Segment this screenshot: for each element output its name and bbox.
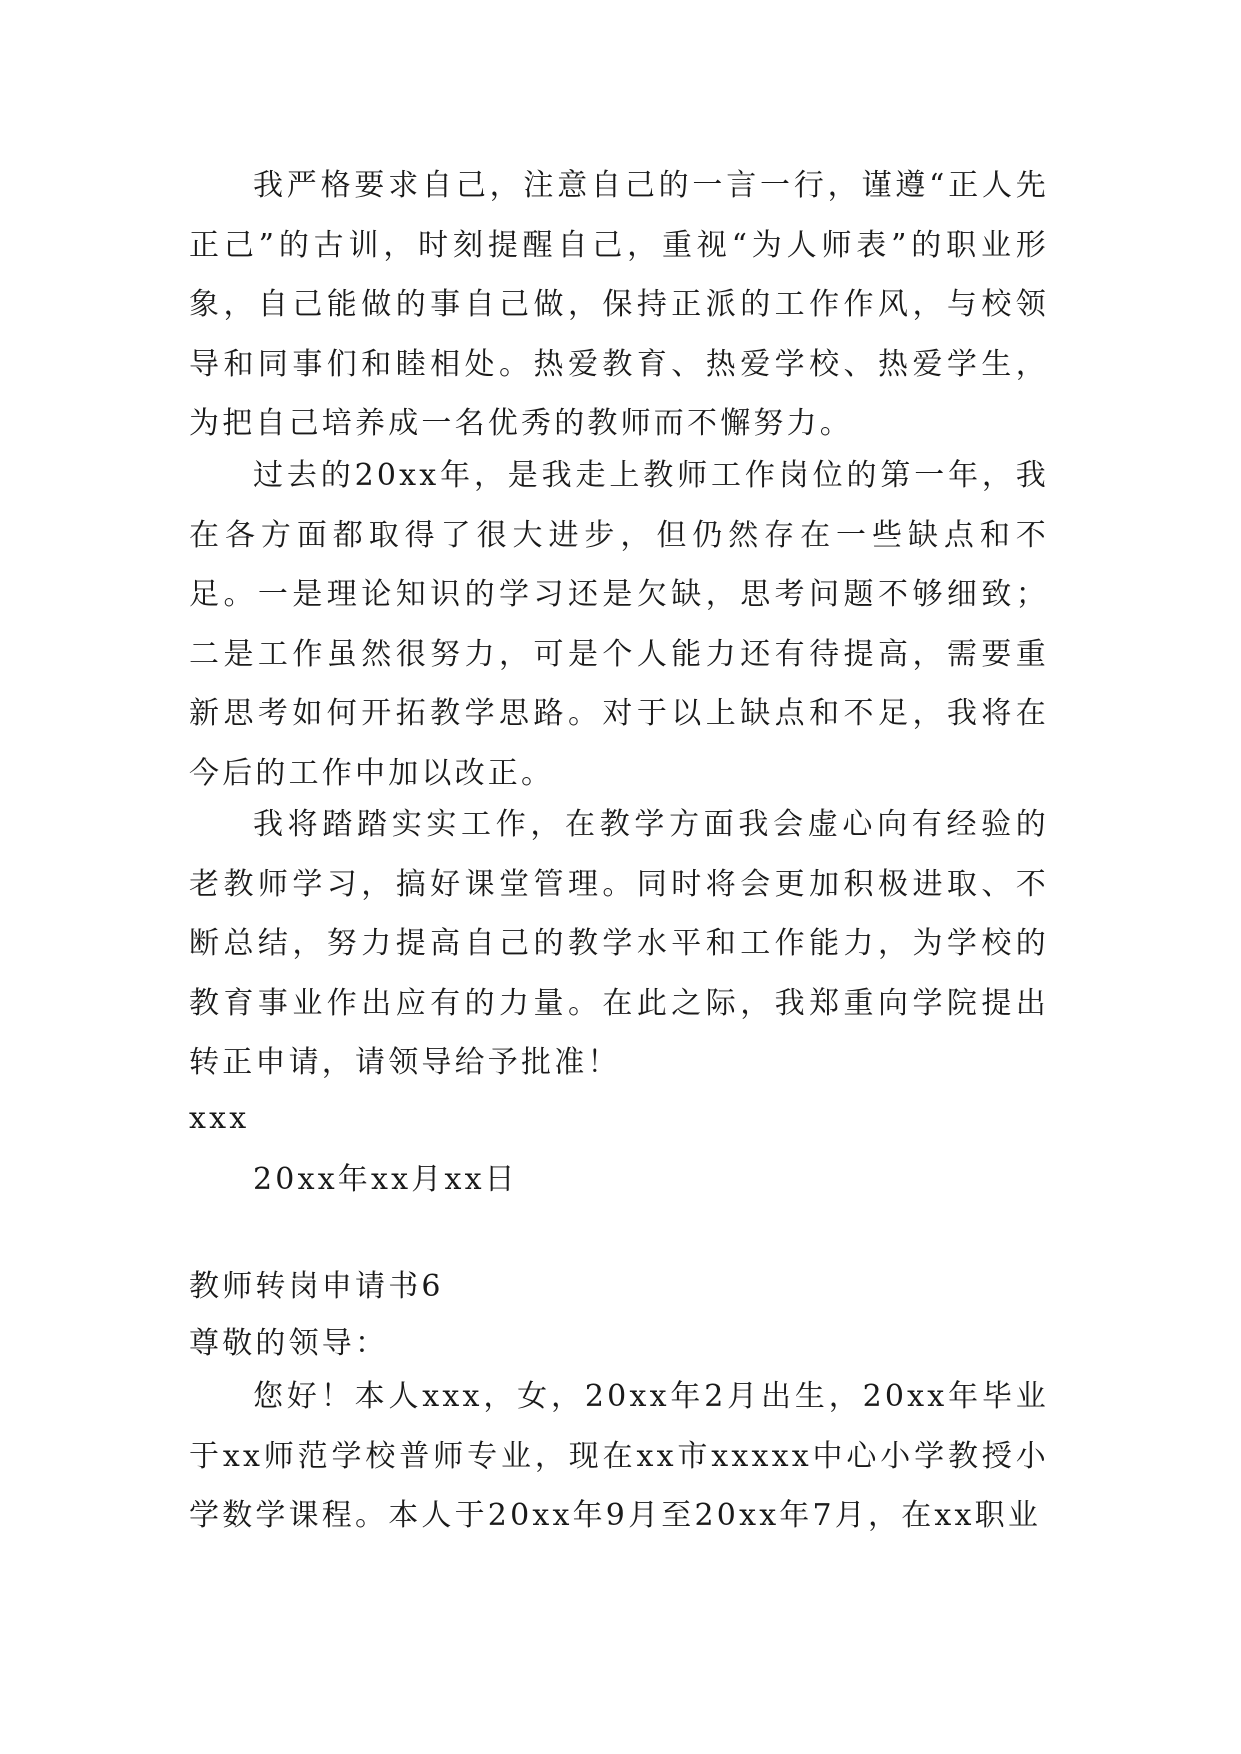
body-paragraph	[189, 795, 1049, 1093]
salutation: 尊敬的领导：	[189, 1326, 389, 1361]
body-paragraph	[189, 1367, 1049, 1546]
paragraph-text: 您好！本人xxx，女，20xx年2月出生，20xx年毕业于xx师范学校普师专业，现在xx市xxxxx中心小学教授小学数学课程。本人于20xx年9月至20xx年7月，在xx职业	[189, 1379, 1049, 1533]
paragraph-text: 我严格要求自己，注意自己的一言一行，谨遵“正人先正己”的古训，时刻提醒自己，重视“为人师表”的职业形象，自己能做的事自己做，保持正派的工作作风，与校领导和同事们和睦相处。热爱教育、热爱学校、热爱学生，为把自己培养成一名优秀的教师而不懈努力。	[189, 168, 1049, 441]
paragraph-text: 我将踏踏实实工作，在教学方面我会虚心向有经验的老教师学习，搞好课堂管理。同时将会更加积极进取、不断总结，努力提高自己的教学水平和工作能力，为学校的教育事业作出应有的力量。在此之际，我郑重向学院提出转正申请，请领导给予批准！	[189, 807, 1049, 1080]
section-title: 教师转岗申请书6	[189, 1269, 444, 1304]
paragraph-text: 过去的20xx年，是我走上教师工作岗位的第一年，我在各方面都取得了很大进步，但仍然存在一些缺点和不足。一是理论知识的学习还是欠缺，思考问题不够细致；二是工作虽然很努力，可是个人能力还有待提高，需要重新思考如何开拓教学思路。对于以上缺点和不足，我将在今后的工作中加以改正。	[189, 458, 1049, 791]
signature-name: xxx	[189, 1101, 250, 1136]
body-paragraph	[189, 446, 1049, 803]
body-paragraph	[189, 156, 1049, 454]
signature-date: 20xx年xx月xx日	[253, 1162, 518, 1197]
